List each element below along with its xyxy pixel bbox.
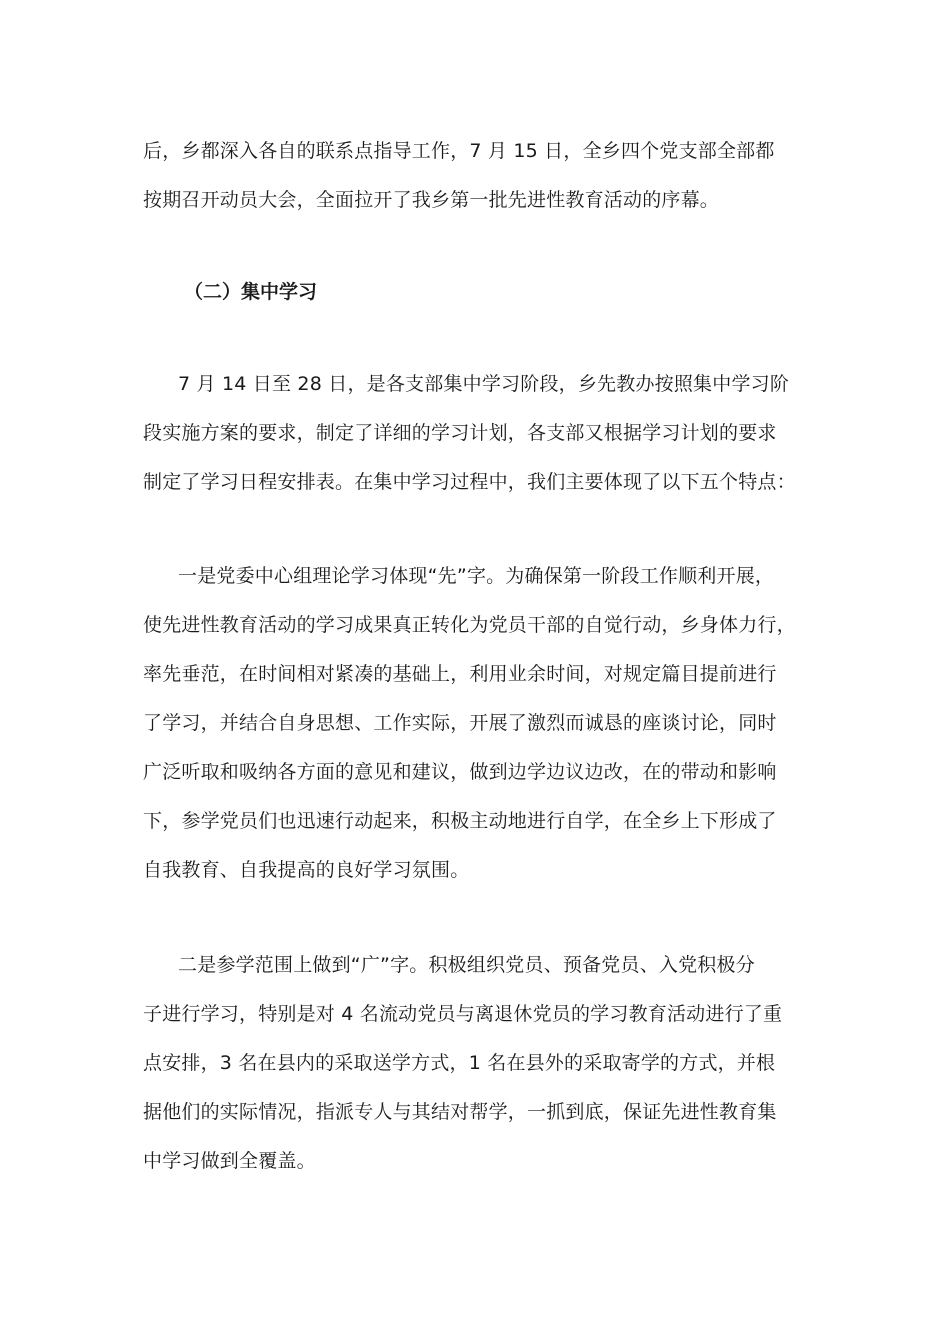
paragraph-line: 制定了学习日程安排表。在集中学习过程中，我们主要体现了以下五个特点：: [143, 471, 796, 493]
paragraph-line: 按期召开动员大会，全面拉开了我乡第一批先进性教育活动的序幕。: [143, 189, 720, 211]
paragraph-line: 率先垂范，在时间相对紧凑的基础上，利用业余时间，对规定篇目提前进行: [143, 663, 777, 685]
paragraph-line: 下，参学党员们也迅速行动起来，积极主动地进行自学，在全乡上下形成了: [143, 810, 777, 832]
paragraph-line: 自我教育、自我提高的良好学习氛围。: [143, 859, 470, 881]
paragraph-line: 7 月 14 日至 28 日，是各支部集中学习阶段，乡先教办按照集中学习阶: [178, 373, 790, 395]
paragraph-line: 一是党委中心组理论学习体现“先”字。为确保第一阶段工作顺利开展，: [178, 565, 775, 587]
paragraph-line: 子进行学习，特别是对 4 名流动党员与离退休党员的学习教育活动进行了重: [143, 1003, 783, 1025]
paragraph-line: 据他们的实际情况，指派专人与其结对帮学，一抓到底，保证先进性教育集: [143, 1101, 777, 1123]
paragraph-line: 二是参学范围上做到“广”字。积极组织党员、预备党员、入党积极分: [178, 954, 755, 976]
paragraph-line: 了学习，并结合自身思想、工作实际，开展了激烈而诚恳的座谈讨论，同时: [143, 712, 777, 734]
paragraph-line: 中学习做到全覆盖。: [143, 1150, 316, 1172]
section-heading: （二）集中学习: [184, 281, 318, 303]
paragraph-line: 点安排，3 名在县内的采取送学方式，1 名在县外的采取寄学的方式，并根: [143, 1052, 776, 1074]
paragraph-line: 后，乡都深入各自的联系点指导工作，7 月 15 日，全乡四个党支部全部都: [143, 140, 775, 162]
paragraph-line: 段实施方案的要求，制定了详细的学习计划，各支部又根据学习计划的要求: [143, 422, 777, 444]
paragraph-line: 广泛听取和吸纳各方面的意见和建议，做到边学边议边改，在的带动和影响: [143, 761, 777, 783]
paragraph-line: 使先进性教育活动的学习成果真正转化为党员干部的自觉行动，乡身体力行，: [143, 614, 796, 636]
